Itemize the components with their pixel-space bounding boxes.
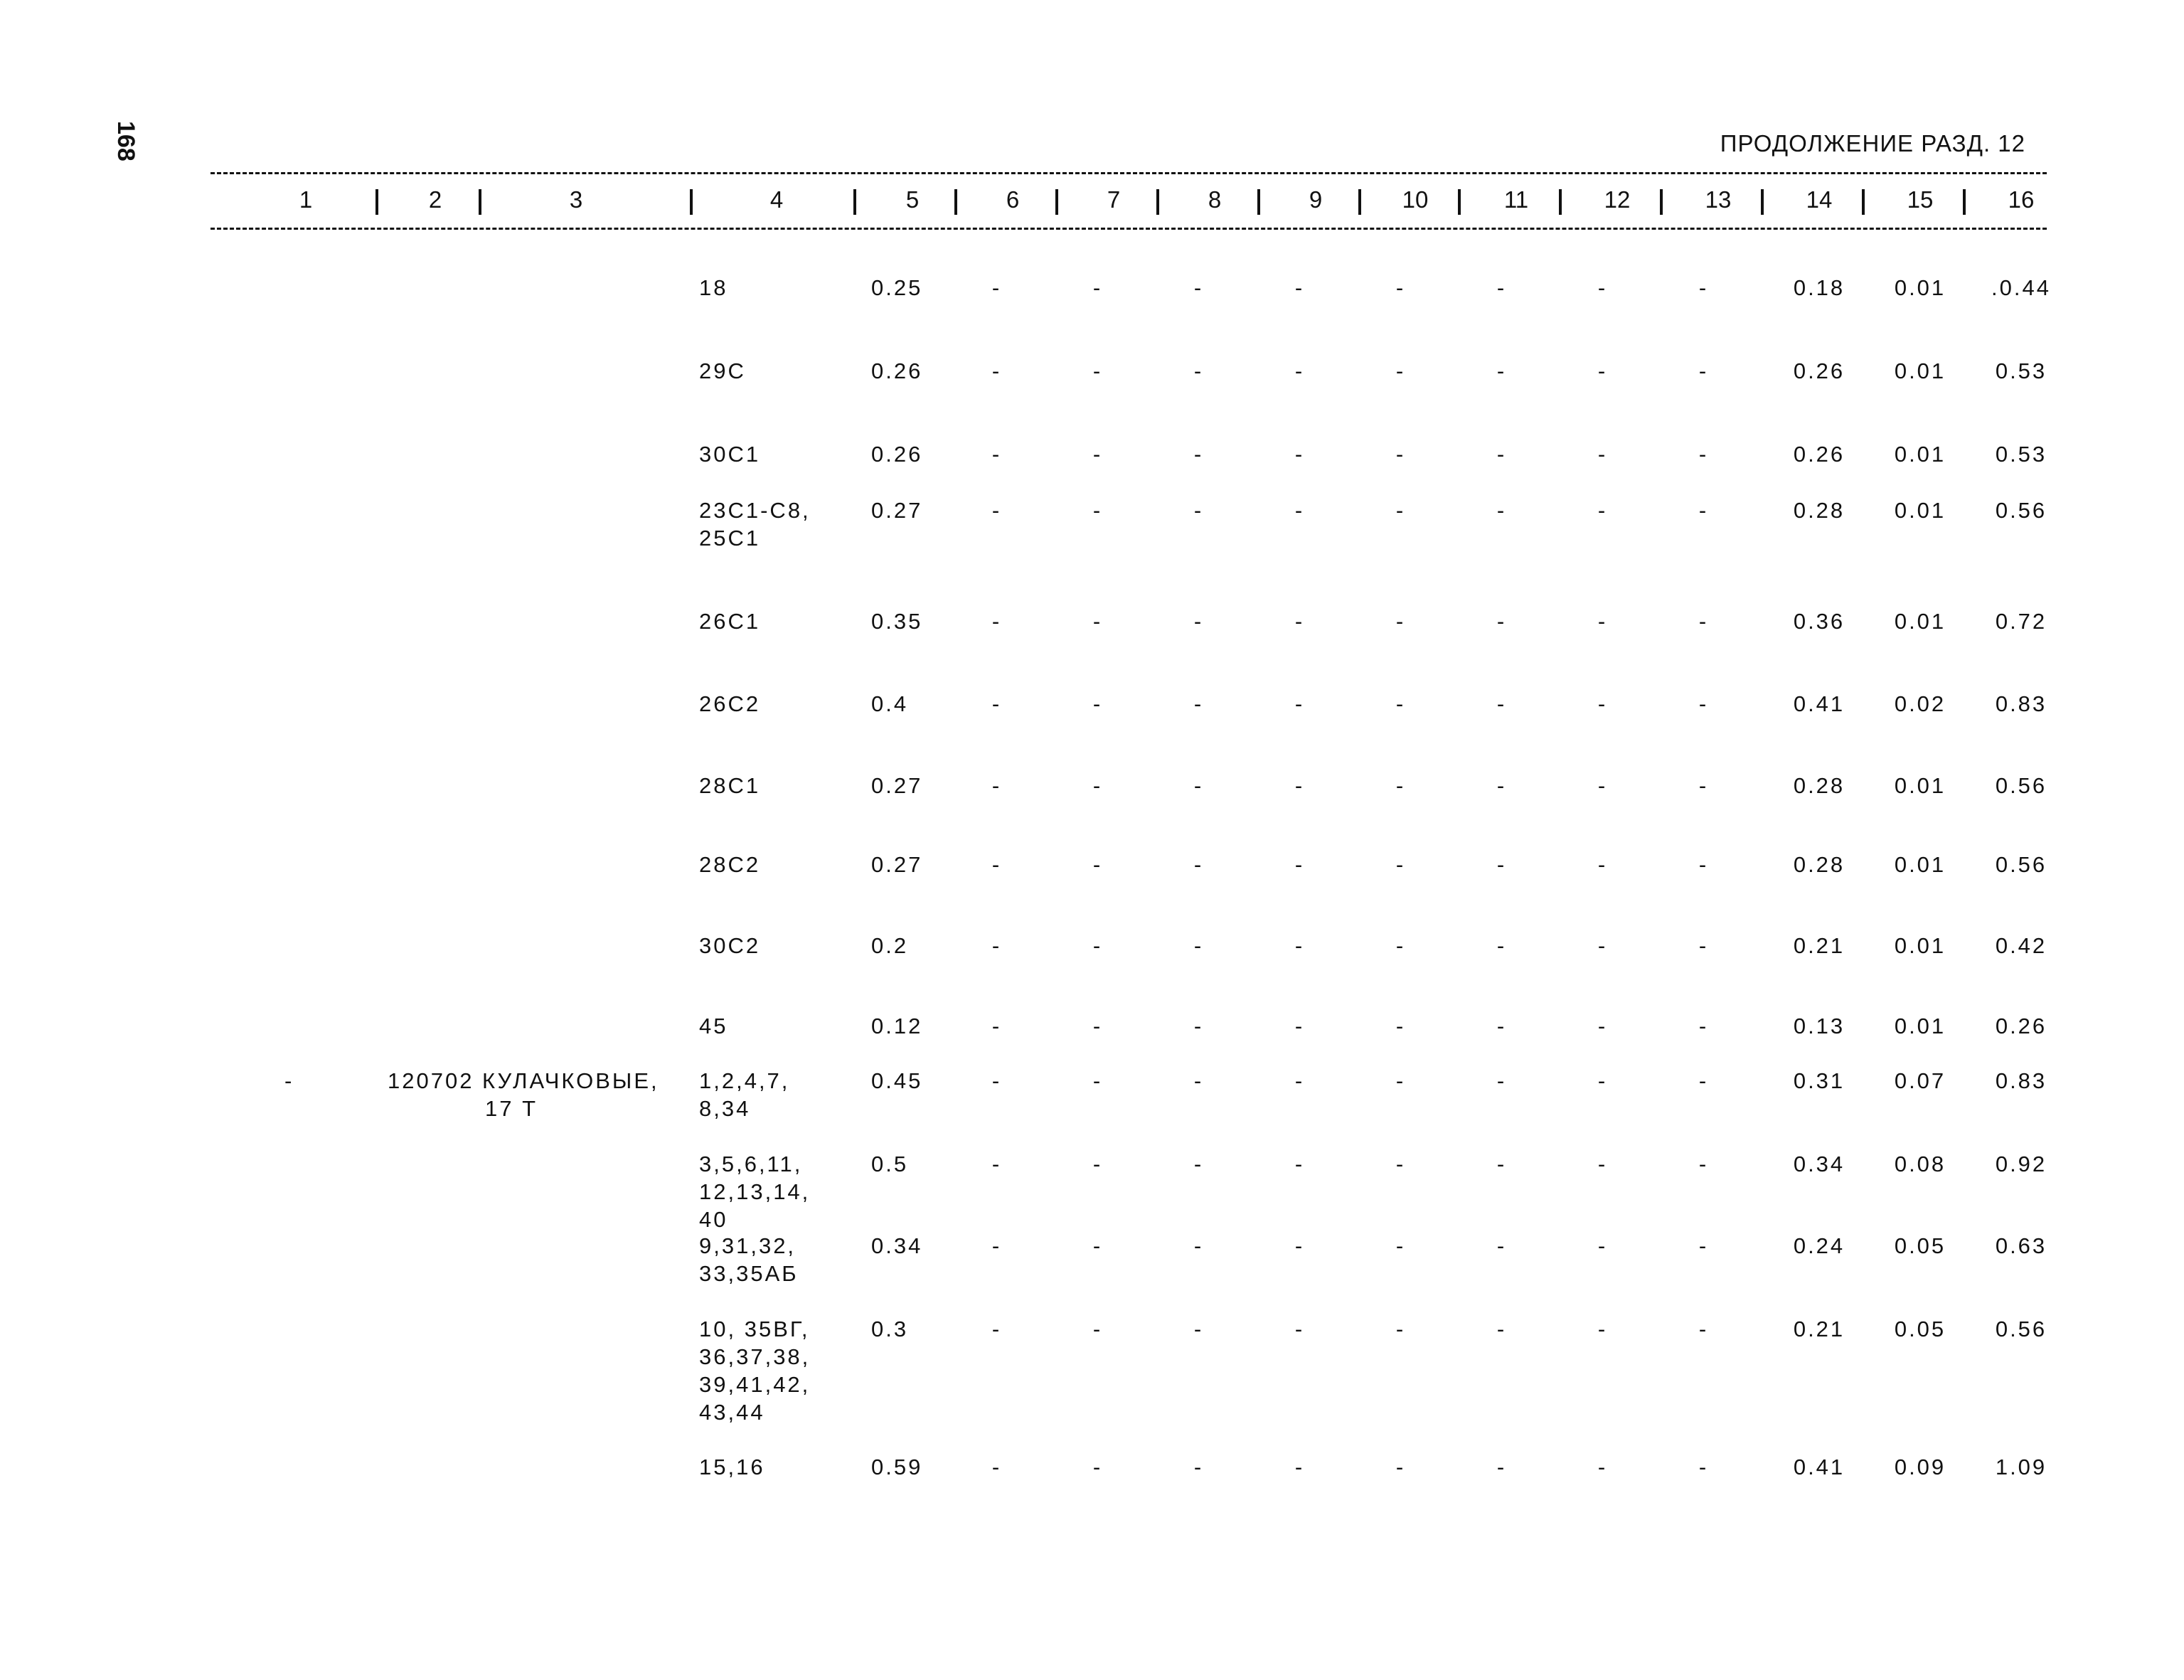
cell-col15: 0.01 <box>1894 442 1946 467</box>
column-header-12: 12 <box>1604 186 1631 213</box>
cell-col15: 0.08 <box>1894 1152 1946 1176</box>
cell-col11: - <box>1496 852 1505 877</box>
column-header-1: 1 <box>299 186 313 213</box>
cell-col8: - <box>1193 609 1202 634</box>
cell-col14: 0.21 <box>1793 1317 1845 1341</box>
cell-col10: - <box>1395 1455 1404 1479</box>
cell-col11: - <box>1496 933 1505 958</box>
cell-col16: 0.26 <box>1995 1014 2047 1038</box>
cell-col7: - <box>1092 275 1101 300</box>
cell-col13: - <box>1698 498 1707 523</box>
cell-col8: - <box>1193 498 1202 523</box>
cell-col4: 26С1 <box>699 609 761 634</box>
cell-col5: 0.4 <box>871 691 909 716</box>
cell-col15: 0.09 <box>1894 1455 1946 1479</box>
cell-col14: 0.13 <box>1793 1014 1845 1038</box>
cell-col5: 0.45 <box>871 1068 923 1093</box>
cell-col7: - <box>1092 358 1101 383</box>
cell-col12: - <box>1597 933 1606 958</box>
cell-col15: 0.01 <box>1894 358 1946 383</box>
cell-col5: 0.27 <box>871 498 923 523</box>
cell-col16: 0.72 <box>1995 609 2047 634</box>
cell-col9: - <box>1294 933 1303 958</box>
cell-col11: - <box>1496 773 1505 798</box>
cell-col14: 0.41 <box>1793 1455 1845 1479</box>
cell-col8: - <box>1193 1152 1202 1176</box>
cell-col12: - <box>1597 1317 1606 1341</box>
cell-col12: - <box>1597 1068 1606 1093</box>
cell-col6: - <box>991 275 1000 300</box>
cell-col9: - <box>1294 275 1303 300</box>
cell-col9: - <box>1294 498 1303 523</box>
cell-col9: - <box>1294 691 1303 716</box>
cell-col5: 0.27 <box>871 773 923 798</box>
cell-col13: - <box>1698 358 1707 383</box>
cell-col7: - <box>1092 933 1101 958</box>
cell-col9: - <box>1294 1014 1303 1038</box>
cell-col16: 0.56 <box>1995 498 2047 523</box>
cell-col9: - <box>1294 1317 1303 1341</box>
column-header-11: 11 <box>1503 186 1529 213</box>
cell-col15: 0.02 <box>1894 691 1946 716</box>
cell-col9: - <box>1294 1455 1303 1479</box>
cell-col4: 28С2 <box>699 852 761 877</box>
cell-col5: 0.34 <box>871 1233 923 1258</box>
cell-col14: 0.36 <box>1793 609 1845 634</box>
cell-col11: - <box>1496 1317 1505 1341</box>
cell-col13: - <box>1698 691 1707 716</box>
column-header-4: 4 <box>769 186 784 213</box>
cell-col7: - <box>1092 1455 1101 1479</box>
cell-col13: - <box>1698 275 1707 300</box>
column-header-14: 14 <box>1806 186 1833 213</box>
cell-col15: 0.07 <box>1894 1068 1946 1093</box>
cell-col15: 0.05 <box>1894 1317 1946 1341</box>
cell-col14: 0.31 <box>1793 1068 1845 1093</box>
cell-col16: 0.53 <box>1995 358 2047 383</box>
page-number: 168 <box>112 121 139 161</box>
cell-col5: 0.26 <box>871 442 923 467</box>
cell-col14: 0.41 <box>1793 691 1845 716</box>
cell-col6: - <box>991 933 1000 958</box>
cell-col13: - <box>1698 1152 1707 1176</box>
cell-col16: .0.44 <box>1991 275 2051 300</box>
cell-col13: - <box>1698 852 1707 877</box>
cell-col8: - <box>1193 1455 1202 1479</box>
cell-col12: - <box>1597 358 1606 383</box>
cell-col5: 0.3 <box>871 1317 909 1341</box>
cell-col12: - <box>1597 691 1606 716</box>
cell-col10: - <box>1395 442 1404 467</box>
cell-col13: - <box>1698 1317 1707 1341</box>
cell-col9: - <box>1294 1152 1303 1176</box>
cell-col10: - <box>1395 1317 1404 1341</box>
cell-col7: - <box>1092 1014 1101 1038</box>
cell-col10: - <box>1395 773 1404 798</box>
cell-col12: - <box>1597 1233 1606 1258</box>
cell-col8: - <box>1193 773 1202 798</box>
cell-col10: - <box>1395 358 1404 383</box>
column-header-7: 7 <box>1107 186 1121 213</box>
cell-col16: 0.83 <box>1995 691 2047 716</box>
cell-col5: 0.26 <box>871 358 923 383</box>
cell-col10: - <box>1395 275 1404 300</box>
cell-col8: - <box>1193 852 1202 877</box>
cell-col8: - <box>1193 1317 1202 1341</box>
cell-col7: - <box>1092 852 1101 877</box>
cell-col6: - <box>991 1455 1000 1479</box>
cell-col4: 23С1-С8, 25С1 <box>699 498 811 551</box>
cell-col6: - <box>991 691 1000 716</box>
cell-col16: 0.56 <box>1995 1317 2047 1341</box>
cell-col4: 9,31,32, 33,35АБ <box>699 1233 799 1286</box>
cell-col15: 0.01 <box>1894 1014 1946 1038</box>
cell-col10: - <box>1395 1233 1404 1258</box>
cell-col16: 0.53 <box>1995 442 2047 467</box>
cell-col14: 0.28 <box>1793 773 1845 798</box>
column-header-2: 2 <box>428 186 442 213</box>
cell-col12: - <box>1597 609 1606 634</box>
cell-col11: - <box>1496 498 1505 523</box>
cell-col11: - <box>1496 609 1505 634</box>
cell-col10: - <box>1395 691 1404 716</box>
cell-col9: - <box>1294 358 1303 383</box>
cell-col8: - <box>1193 1233 1202 1258</box>
column-header-13: 13 <box>1705 186 1732 213</box>
cell-col7: - <box>1092 1317 1101 1341</box>
cell-col13: - <box>1698 933 1707 958</box>
column-header-16: 16 <box>2008 186 2035 213</box>
cell-col4: 10, 35ВГ, 36,37,38, 39,41,42, 43,44 <box>699 1317 811 1425</box>
cell-col15: 0.01 <box>1894 498 1946 523</box>
cell-col16: 0.42 <box>1995 933 2047 958</box>
cell-col15: 0.01 <box>1894 852 1946 877</box>
cell-col7: - <box>1092 1152 1101 1176</box>
column-header-3: 3 <box>569 186 583 213</box>
cell-col5: 0.2 <box>871 933 909 958</box>
cell-col6: - <box>991 1014 1000 1038</box>
cell-col13: - <box>1698 1455 1707 1479</box>
cell-col9: - <box>1294 1068 1303 1093</box>
column-header-6: 6 <box>1006 186 1020 213</box>
cell-col14: 0.26 <box>1793 358 1845 383</box>
cell-col15: 0.01 <box>1894 609 1946 634</box>
cell-col14: 0.21 <box>1793 933 1845 958</box>
cell-col13: - <box>1698 609 1707 634</box>
cell-col14: 0.34 <box>1793 1152 1845 1176</box>
cell-col12: - <box>1597 773 1606 798</box>
cell-col4: 15,16 <box>699 1455 765 1479</box>
cell-col16: 0.56 <box>1995 852 2047 877</box>
cell-col15: 0.01 <box>1894 933 1946 958</box>
cell-col5: 0.25 <box>871 275 923 300</box>
cell-col14: 0.18 <box>1793 275 1845 300</box>
cell-col10: - <box>1395 1068 1404 1093</box>
cell-col4: 30С2 <box>699 933 761 958</box>
cell-col8: - <box>1193 1014 1202 1038</box>
cell-col4: 26С2 <box>699 691 761 716</box>
cell-col9: - <box>1294 442 1303 467</box>
cell-col7: - <box>1092 1068 1101 1093</box>
cell-col12: - <box>1597 852 1606 877</box>
cell-col12: - <box>1597 275 1606 300</box>
cell-col7: - <box>1092 1233 1101 1258</box>
cell-col9: - <box>1294 609 1303 634</box>
cell-col13: - <box>1698 773 1707 798</box>
cell-col13: - <box>1698 1233 1707 1258</box>
cell-col5: 0.5 <box>871 1152 909 1176</box>
cell-col4: 30С1 <box>699 442 761 467</box>
cell-col7: - <box>1092 773 1101 798</box>
cell-col10: - <box>1395 852 1404 877</box>
cell-col10: - <box>1395 1152 1404 1176</box>
cell-col5: 0.35 <box>871 609 923 634</box>
cell-col7: - <box>1092 609 1101 634</box>
cell-col6: - <box>991 852 1000 877</box>
column-header-5: 5 <box>905 186 920 213</box>
cell-col9: - <box>1294 852 1303 877</box>
cell-col11: - <box>1496 1152 1505 1176</box>
cell-col11: - <box>1496 1014 1505 1038</box>
cell-col4: 28С1 <box>699 773 761 798</box>
cell-col11: - <box>1496 691 1505 716</box>
column-header-15: 15 <box>1907 186 1934 213</box>
cell-col11: - <box>1496 1233 1505 1258</box>
cell-col7: - <box>1092 498 1101 523</box>
cell-col8: - <box>1193 358 1202 383</box>
cell-col12: - <box>1597 442 1606 467</box>
cell-col10: - <box>1395 1014 1404 1038</box>
cell-col1: - <box>284 1068 294 1093</box>
cell-col6: - <box>991 498 1000 523</box>
cell-col4: 29С <box>699 358 746 383</box>
cell-col16: 0.92 <box>1995 1152 2047 1176</box>
cell-col4: 3,5,6,11, 12,13,14, 40 <box>699 1152 811 1232</box>
cell-col14: 0.24 <box>1793 1233 1845 1258</box>
cell-col11: - <box>1496 358 1505 383</box>
cell-col8: - <box>1193 691 1202 716</box>
cell-col7: - <box>1092 691 1101 716</box>
cell-col6: - <box>991 1152 1000 1176</box>
cell-col16: 0.63 <box>1995 1233 2047 1258</box>
cell-col8: - <box>1193 442 1202 467</box>
cell-col6: - <box>991 442 1000 467</box>
cell-col11: - <box>1496 1068 1505 1093</box>
cell-col11: - <box>1496 275 1505 300</box>
cell-col14: 0.28 <box>1793 852 1845 877</box>
cell-col15: 0.05 <box>1894 1233 1946 1258</box>
cell-col14: 0.28 <box>1793 498 1845 523</box>
cell-col6: - <box>991 1233 1000 1258</box>
cell-col8: - <box>1193 1068 1202 1093</box>
cell-col16: 0.83 <box>1995 1068 2047 1093</box>
cell-col10: - <box>1395 498 1404 523</box>
continuation-label: ПРОДОЛЖЕНИЕ РАЗД. 12 <box>1720 130 2025 156</box>
cell-col2-3: 120702 КУЛАЧКОВЫЕ, <box>388 1068 659 1093</box>
cell-col7: - <box>1092 442 1101 467</box>
column-header-10: 10 <box>1402 186 1429 213</box>
cell-col5: 0.12 <box>871 1014 923 1038</box>
cell-col6: - <box>991 358 1000 383</box>
cell-col9: - <box>1294 1233 1303 1258</box>
cell-col10: - <box>1395 609 1404 634</box>
cell-col6: - <box>991 1317 1000 1341</box>
cell-col8: - <box>1193 275 1202 300</box>
cell-col4: 1,2,4,7, 8,34 <box>699 1068 790 1121</box>
cell-col5: 0.27 <box>871 852 923 877</box>
cell-col6: - <box>991 609 1000 634</box>
cell-col8: - <box>1193 933 1202 958</box>
cell-col15: 0.01 <box>1894 275 1946 300</box>
cell-col13: - <box>1698 1068 1707 1093</box>
cell-col12: - <box>1597 1014 1606 1038</box>
cell-col12: - <box>1597 1152 1606 1176</box>
cell-col16: 1.09 <box>1995 1455 2047 1479</box>
cell-col15: 0.01 <box>1894 773 1946 798</box>
cell-col13: - <box>1698 442 1707 467</box>
cell-col11: - <box>1496 1455 1505 1479</box>
cell-col10: - <box>1395 933 1404 958</box>
cell-col9: - <box>1294 773 1303 798</box>
cell-col4: 18 <box>699 275 728 300</box>
cell-col6: - <box>991 773 1000 798</box>
cell-col11: - <box>1496 442 1505 467</box>
cell-col16: 0.56 <box>1995 773 2047 798</box>
cell-col6: - <box>991 1068 1000 1093</box>
cell-col13: - <box>1698 1014 1707 1038</box>
cell-col3-continuation: 17 Т <box>485 1096 538 1121</box>
cell-col14: 0.26 <box>1793 442 1845 467</box>
column-header-8: 8 <box>1208 186 1222 213</box>
cell-col5: 0.59 <box>871 1455 923 1479</box>
column-header-9: 9 <box>1309 186 1323 213</box>
cell-col4: 45 <box>699 1014 728 1038</box>
cell-col12: - <box>1597 498 1606 523</box>
cell-col12: - <box>1597 1455 1606 1479</box>
